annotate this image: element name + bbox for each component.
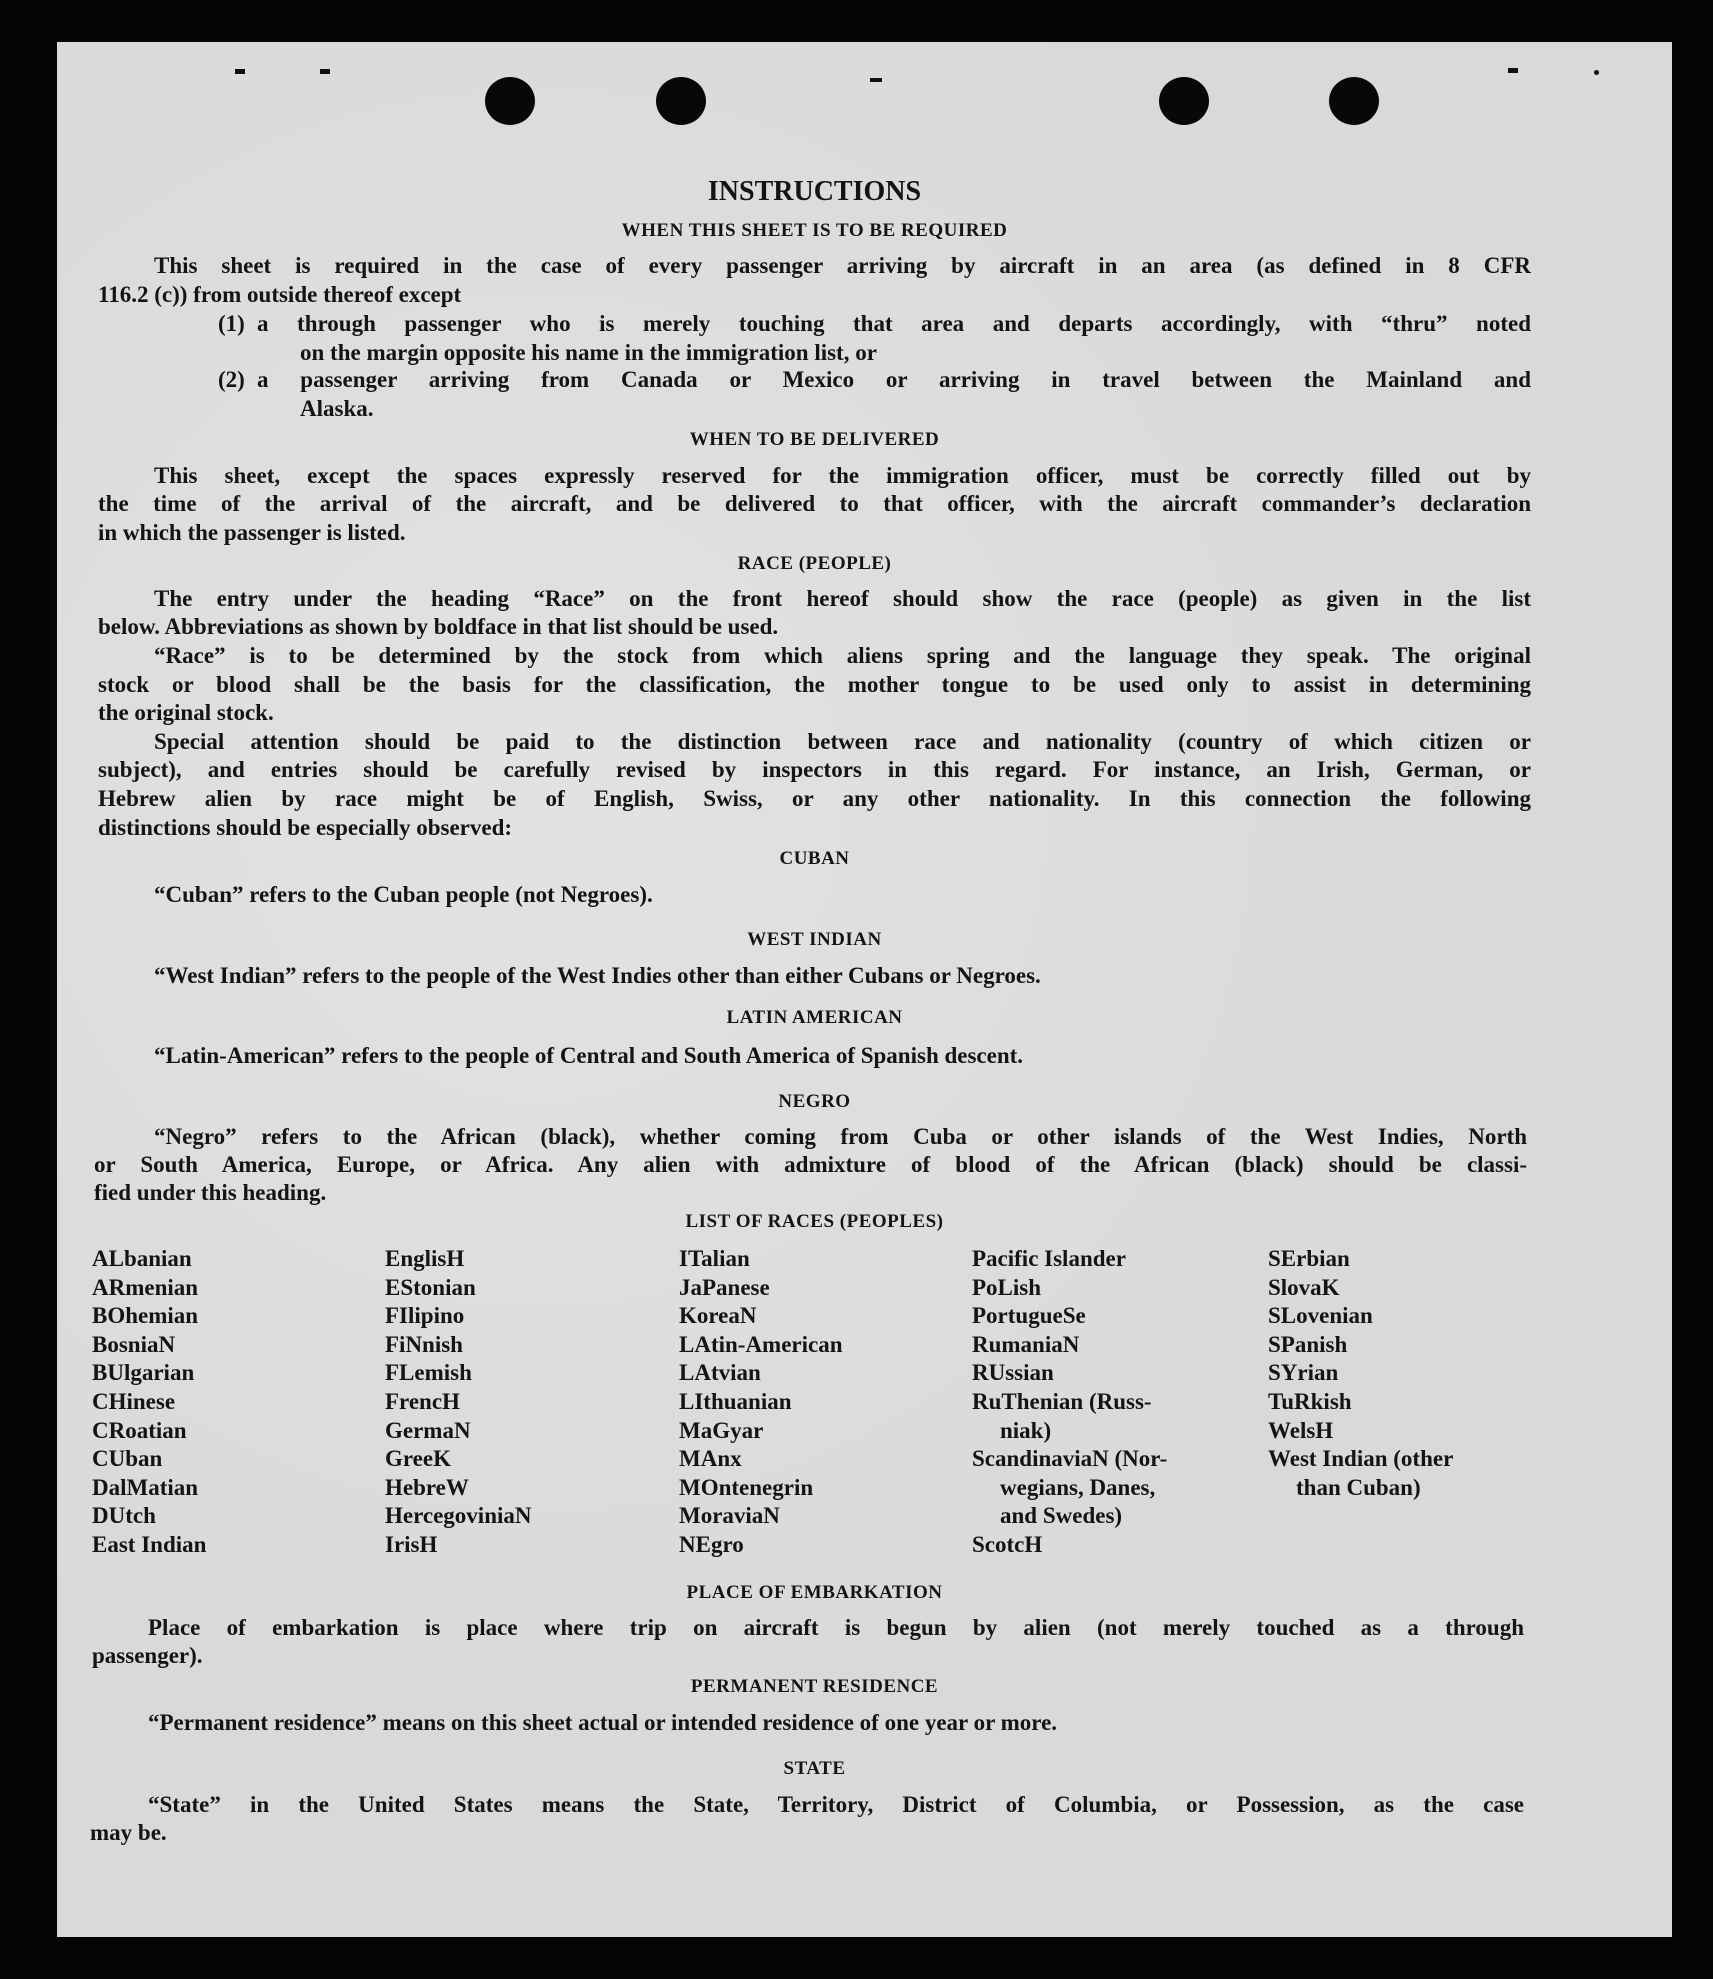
- race-list-item: than Cuban): [1296, 1474, 1421, 1500]
- text-line: 116.2 (c)) from outside thereof except: [98, 282, 462, 307]
- text-line: “Cuban” refers to the Cuban people (not Negroes).: [154, 882, 653, 907]
- race-list-item: RUssian: [972, 1360, 1054, 1386]
- text-line: the original stock.: [98, 700, 274, 725]
- race-list-item: niak): [1000, 1417, 1052, 1443]
- race-list-item: wegians, Danes,: [1000, 1474, 1156, 1500]
- race-list-item: SLovenian: [1268, 1303, 1373, 1329]
- section-heading: LIST OF RACES (PEOPLES): [685, 1211, 944, 1232]
- text-line: subject), and entries should be carefully revised by inspectors in this regard. For instance, an Irish, German, or: [98, 757, 1531, 782]
- section-heading: WHEN TO BE DELIVERED: [689, 429, 940, 450]
- section-heading: RACE (PEOPLE): [737, 553, 892, 574]
- race-list-item: BUlgarian: [92, 1360, 195, 1386]
- race-list-item: FrencH: [385, 1389, 460, 1414]
- section-heading: PLACE OF EMBARKATION: [686, 1582, 943, 1603]
- race-list-item: GreeK: [385, 1446, 451, 1472]
- text-line: The entry under the heading “Race” on the front hereof should show the race (people) as given in the list: [154, 586, 1531, 611]
- text-line: “Race” is to be determined by the stock from which aliens spring and the language they speak. The original: [154, 643, 1531, 668]
- race-list-item: EnglisH: [385, 1246, 465, 1271]
- scan-mark: [320, 69, 330, 74]
- race-list-item: DalMatian: [92, 1474, 199, 1500]
- text-line: a through passenger who is merely touching that area and departs accordingly, with “thru” noted: [257, 311, 1531, 336]
- race-list-item: ALbanian: [92, 1246, 192, 1271]
- punch-hole: [1329, 77, 1379, 125]
- race-list-item: EStonian: [385, 1274, 476, 1300]
- race-list-item: CRoatian: [92, 1417, 187, 1443]
- race-list-item: ScotcH: [972, 1532, 1043, 1557]
- race-list-item: IrisH: [385, 1532, 438, 1557]
- text-line: This sheet, except the spaces expressly reserved for the immigration officer, must be correctly filled out by: [154, 463, 1531, 488]
- section-heading: LATIN AMERICAN: [726, 1007, 903, 1028]
- text-line: or South America, Europe, or Africa. Any alien with admixture of blood of the African (black) should be classi-: [94, 1152, 1527, 1177]
- text-line: Hebrew alien by race might be of English, Swiss, or any other nationality. In this connection the following: [98, 786, 1531, 811]
- text-line: “Permanent residence” means on this sheet actual or intended residence of one year or more.: [148, 1710, 1058, 1735]
- race-list-item: SYrian: [1268, 1360, 1339, 1386]
- race-list-item: HercegoviniaN: [385, 1503, 532, 1529]
- race-list-item: BOhemian: [92, 1303, 199, 1329]
- race-list-item: JaPanese: [679, 1274, 770, 1300]
- text-line: “West Indian” refers to the people of the West Indies other than either Cubans or Negroes.: [154, 963, 1041, 988]
- race-list-item: ARmenian: [92, 1274, 199, 1300]
- race-list-item: WelsH: [1268, 1417, 1334, 1443]
- race-list-item: RuThenian (Russ-: [972, 1389, 1152, 1414]
- text-line: Special attention should be paid to the distinction between race and nationality (country of which citizen or: [154, 729, 1531, 754]
- text-line: distinctions should be especially observed:: [98, 815, 513, 840]
- race-list-item: FiNnish: [385, 1331, 463, 1357]
- race-list-item: LAtin-American: [679, 1331, 843, 1357]
- text-line: This sheet is required in the case of every passenger arriving by aircraft in an area (as defined in 8 CFR: [154, 253, 1531, 278]
- section-heading: CUBAN: [779, 848, 850, 869]
- race-list-item: East Indian: [92, 1532, 207, 1557]
- text-line: passenger).: [92, 1643, 203, 1668]
- punch-hole: [485, 77, 535, 125]
- race-list-item: MOntenegrin: [679, 1474, 814, 1500]
- punch-hole: [656, 77, 706, 125]
- section-heading: STATE: [783, 1758, 846, 1779]
- section-heading: INSTRUCTIONS: [707, 176, 922, 207]
- race-list-item: MoraviaN: [679, 1503, 780, 1529]
- text-line: Alaska.: [300, 396, 374, 421]
- race-list-item: CUban: [92, 1446, 163, 1472]
- text-line: “Latin-American” refers to the people of Central and South America of Spanish descent.: [154, 1043, 1024, 1068]
- race-list-item: CHinese: [92, 1389, 176, 1414]
- section-heading: PERMANENT RESIDENCE: [690, 1676, 939, 1697]
- race-list-item: PortugueSe: [972, 1303, 1086, 1329]
- text-line: on the margin opposite his name in the immigration list, or: [300, 340, 877, 365]
- race-list-item: GermaN: [385, 1417, 471, 1443]
- race-list-item: SPanish: [1268, 1331, 1348, 1357]
- race-list-item: SErbian: [1268, 1246, 1350, 1271]
- punch-hole: [1159, 77, 1209, 125]
- race-list-item: LAtvian: [679, 1360, 761, 1386]
- text-line: may be.: [90, 1820, 167, 1845]
- race-list-item: Pacific Islander: [972, 1246, 1126, 1271]
- section-heading: NEGRO: [778, 1091, 851, 1112]
- race-list-item: TuRkish: [1268, 1389, 1352, 1414]
- race-list-item: FLemish: [385, 1360, 472, 1386]
- text-line: “Negro” refers to the African (black), whether coming from Cuba or other islands of the West Indies, North: [154, 1124, 1527, 1149]
- section-heading: WHEN THIS SHEET IS TO BE REQUIRED: [621, 220, 1008, 241]
- race-list-item: FIlipino: [385, 1303, 465, 1329]
- race-list-item: BosniaN: [92, 1331, 176, 1357]
- race-list-item: DUtch: [92, 1503, 156, 1529]
- race-list-item: KoreaN: [679, 1303, 757, 1329]
- scan-mark: [1508, 68, 1518, 73]
- race-list-item: ScandinaviaN (Nor-: [972, 1446, 1168, 1472]
- race-list-item: West Indian (other: [1268, 1446, 1454, 1472]
- item-number: (1): [218, 311, 245, 336]
- text-line: fied under this heading.: [94, 1180, 327, 1205]
- text-line: in which the passenger is listed.: [98, 520, 406, 545]
- scan-mark: [235, 69, 245, 74]
- text-line: “State” in the United States means the State, Territory, District of Columbia, or Possession, as the case: [148, 1792, 1524, 1817]
- scan-mark: [870, 78, 882, 82]
- race-list-item: MAnx: [679, 1446, 742, 1472]
- race-list-item: HebreW: [385, 1474, 469, 1500]
- text-line: Place of embarkation is place where trip on aircraft is begun by alien (not merely touched as a through: [148, 1615, 1524, 1640]
- text-line: stock or blood shall be the basis for the classification, the mother tongue to be used only to assist in determining: [98, 672, 1531, 697]
- race-list-item: SlovaK: [1268, 1274, 1340, 1300]
- text-line: below. Abbreviations as shown by boldface in that list should be used.: [98, 614, 779, 639]
- text-line: a passenger arriving from Canada or Mexico or arriving in travel between the Mainland and: [257, 367, 1531, 392]
- race-list-item: RumaniaN: [972, 1331, 1080, 1357]
- section-heading: WEST INDIAN: [747, 929, 882, 950]
- race-list-item: MaGyar: [679, 1417, 764, 1443]
- race-list-item: NEgro: [679, 1532, 744, 1557]
- race-list-item: ITalian: [679, 1246, 750, 1271]
- scan-mark: [1594, 70, 1599, 75]
- item-number: (2): [218, 367, 245, 392]
- race-list-item: LIthuanian: [679, 1389, 792, 1414]
- text-line: the time of the arrival of the aircraft, and be delivered to that officer, with the aircraft commander’s declaration: [98, 491, 1531, 516]
- race-list-item: PoLish: [972, 1274, 1042, 1300]
- race-list-item: and Swedes): [1000, 1503, 1123, 1529]
